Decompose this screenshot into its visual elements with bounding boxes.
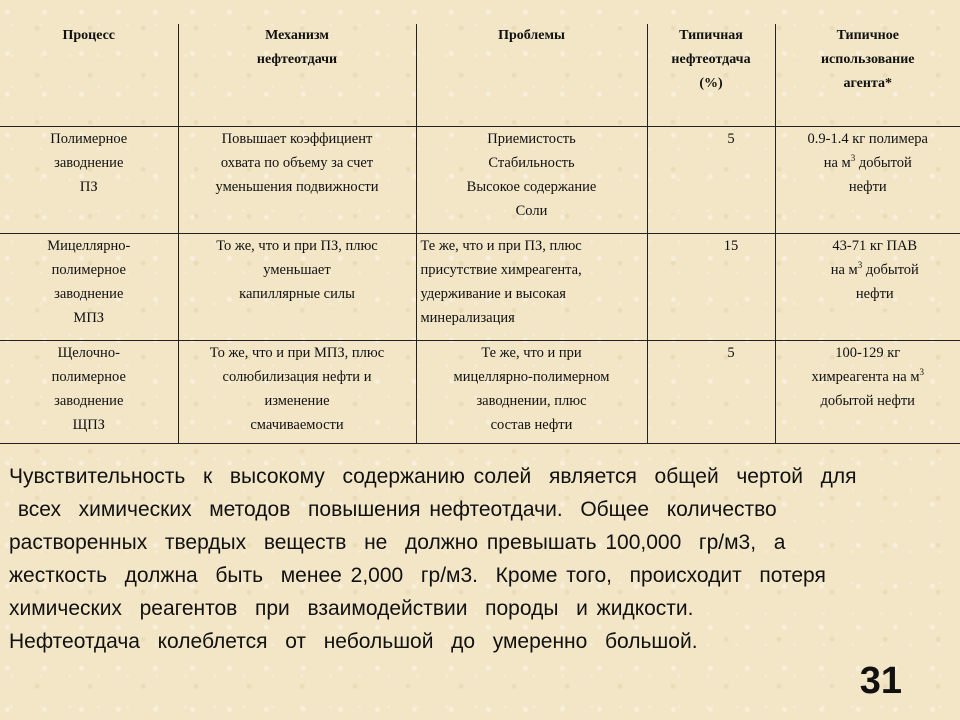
- table-header-row: [0, 24, 960, 127]
- cell-process: Мицеллярно- полимерное заводнение МПЗ: [0, 234, 178, 341]
- cell-agent-usage: 43-71 кг ПАВ на $м^3$ добытой нефти: [775, 234, 960, 341]
- cell-recovery: 15: [647, 234, 775, 341]
- cell-process: Полимерное заводнение ПЗ: [0, 127, 178, 234]
- paragraph-line: Чувствительность к высокому содержанию солей является общей чертой для: [9, 465, 857, 488]
- header-agent-usage: Типичное использование агента*: [775, 24, 960, 127]
- header-recovery: Типичная нефтеотдача (%): [647, 24, 775, 127]
- cell-agent-usage: 0.9-1.4 кг полимера на $м^3$ добытой нефти: [775, 127, 960, 234]
- cell-mechanism: То же, что и при МПЗ, плюс солюбилизация нефти и изменение смачиваемости: [178, 341, 416, 444]
- page-number: 31: [859, 660, 902, 702]
- paragraph-line: жесткость должна быть менее 2,000 гр/м3. Кроме того, происходит потеря: [9, 564, 826, 587]
- cell-recovery: 5: [647, 341, 775, 444]
- paragraph-line: растворенных твердых веществ не должно превышать 100,000 гр/м3, а: [9, 531, 786, 554]
- table-row: [0, 234, 960, 341]
- cell-problems: Те же, что и при мицеллярно-полимерном заводнении, плюс состав нефти: [416, 341, 647, 444]
- summary-paragraph: [9, 460, 949, 658]
- cell-mechanism: Повышает коэффициент охвата по объему за счет уменьшения подвижности: [178, 127, 416, 234]
- cell-process: Щелочно- полимерное заводнение ЩПЗ: [0, 341, 178, 444]
- paragraph-line: Нефтеотдача колеблется от небольшой до умеренно большой.: [9, 630, 698, 653]
- cell-mechanism: То же, что и при ПЗ, плюс уменьшает капиллярные силы: [178, 234, 416, 341]
- table-row: [0, 341, 960, 444]
- cell-problems: Приемистость Стабильность Высокое содержание Соли: [416, 127, 647, 234]
- header-process: Процесс: [0, 24, 178, 127]
- table-row: [0, 127, 960, 234]
- cell-recovery: 5: [647, 127, 775, 234]
- header-mechanism: Механизм нефтеотдачи: [178, 24, 416, 127]
- cell-problems: Те же, что и при ПЗ, плюс присутствие химреагента, удерживание и высокая минерализация: [416, 234, 647, 341]
- paragraph-line: всех химических методов повышения нефтеотдачи. Общее количество: [9, 498, 777, 521]
- header-problems: Проблемы: [416, 24, 647, 127]
- methods-table: [0, 24, 960, 444]
- paragraph-line: химических реагентов при взаимодействии породы и жидкости.: [9, 597, 694, 620]
- cell-agent-usage: 100-129 кг химреагента на $м^3$ добытой нефти: [775, 341, 960, 444]
